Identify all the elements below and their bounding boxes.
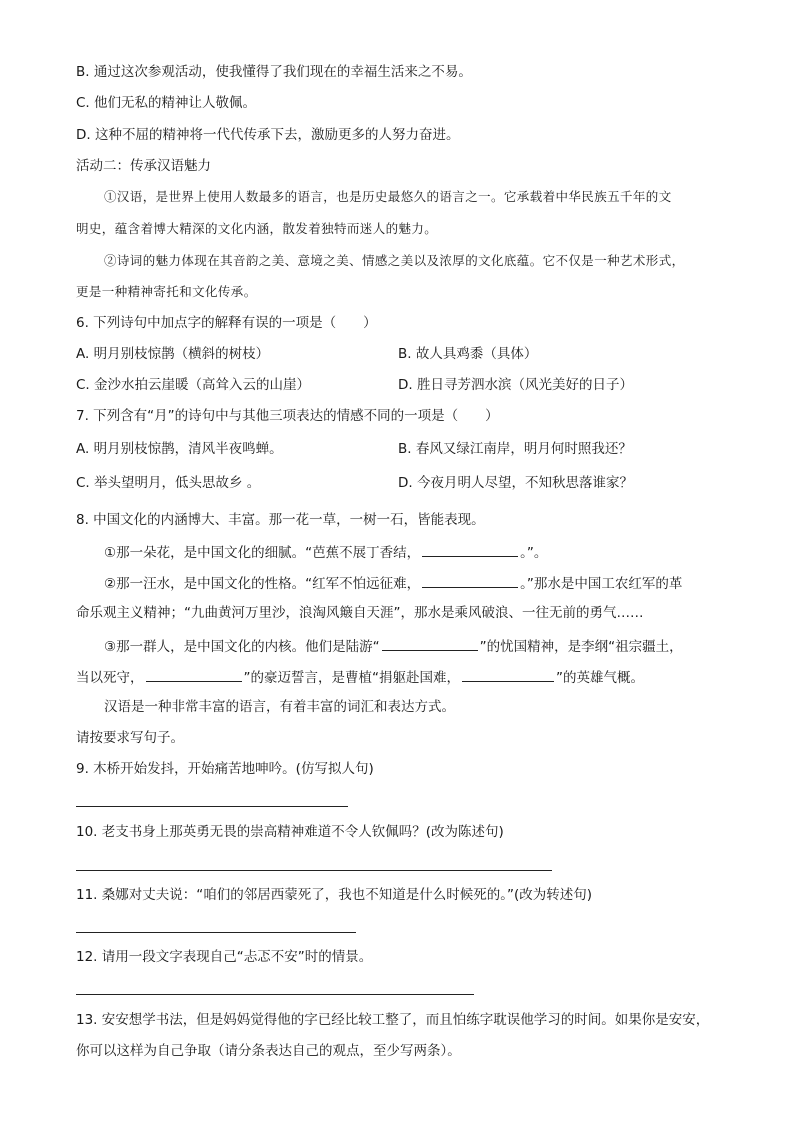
q8-stem: 8. 中国文化的内涵博大、丰富。那一花一草，一树一石，皆能表现。	[76, 512, 485, 528]
q12-stem: 12. 请用一段文字表现自己“忐忑不安”时的情景。	[76, 949, 373, 965]
q8-sentence2-line2: 命乐观主义精神；“九曲黄河万里沙，浪淘风簸自天涯”，那水是乘风破浪、一往无前的勇气……	[76, 605, 644, 621]
q7-option-c: C. 举头望明月，低头思故乡 。	[76, 475, 261, 491]
q6-stem: 6. 下列诗句中加点字的解释有误的一项是（ ）	[76, 315, 377, 331]
q7-stem: 7. 下列含有“月”的诗句中与其他三项表达的情感不同的一项是（ ）	[76, 408, 499, 424]
q8-blank-5[interactable]	[462, 667, 554, 682]
q8-sentence2-end: 。”那水是中国工农红军的革	[520, 576, 683, 592]
activity2-paragraph1-line2: 明史，蕴含着博大精深的文化内涵，散发着独特而迷人的魅力。	[76, 221, 438, 236]
q13-line1: 13. 安安想学书法，但是妈妈觉得他的字已经比较工整了，而且怕练字耽误他学习的时间。如果你是安安，	[76, 1012, 710, 1028]
activity2-paragraph1-line1: ①汉语，是世界上使用人数最多的语言，也是历史最悠久的语言之一。它承载着中华民族五千年的文	[104, 189, 672, 204]
q7-option-d: D. 今夜月明人尽望，不知秋思落谁家？	[398, 475, 633, 491]
activity2-title: 活动二：传承汉语魅力	[76, 158, 211, 174]
intro-line2: 请按要求写句子。	[76, 730, 184, 746]
q5-option-d: D. 这种不屈的精神将一代代传承下去，激励更多的人努力奋进。	[76, 127, 460, 143]
q6-option-c: C. 金沙水拍云崖暖（高耸入云的山崖）	[76, 377, 311, 393]
q11-stem: 11. 桑娜对丈夫说：“咱们的邻居西蒙死了，我也不知道是什么时候死的。”(改为转述句)	[76, 887, 593, 903]
q8-blank-4[interactable]	[146, 667, 242, 682]
q6-option-d: D. 胜日寻芳泗水滨（风光美好的日子）	[398, 377, 633, 393]
q9-stem: 9. 木桥开始发抖，开始痛苦地呻吟。(仿写拟人句)	[76, 761, 374, 777]
q10-stem: 10. 老支书身上那英勇无畏的崇高精神难道不令人钦佩吗？(改为陈述句)	[76, 824, 504, 840]
q8-blank-1[interactable]	[422, 542, 518, 557]
q8-sentence3-line2-end: ”的英雄气概。	[556, 670, 644, 686]
q8-sentence3-line2-mid: ”的豪迈誓言，是曹植“捐躯赴国难，	[243, 670, 460, 686]
q7-option-a: A. 明月别枝惊鹊，清风半夜鸣蝉。	[76, 441, 283, 457]
q8-sentence3-line2	[76, 667, 644, 687]
q5-option-b: B. 通过这次参观活动，使我懂得了我们现在的幸福生活来之不易。	[76, 64, 472, 80]
q8-sentence1-end: 。”。	[520, 545, 548, 561]
q8-sentence3-start: ③那一群人，是中国文化的内核。他们是陆游“	[104, 639, 380, 655]
q10-answer-line[interactable]	[76, 870, 552, 871]
q8-sentence3-end: ”的忧国精神，是李纲“祖宗疆土，	[479, 639, 683, 655]
q8-sentence2-start: ②那一汪水，是中国文化的性格。“红军不怕远征难，	[104, 576, 421, 592]
q5-option-c: C. 他们无私的精神让人敬佩。	[76, 95, 257, 111]
q13-line2: 你可以这样为自己争取（请分条表达自己的观点，至少写两条）。	[76, 1043, 461, 1059]
q7-option-b: B. 春风又绿江南岸，明月何时照我还？	[398, 441, 632, 457]
q8-sentence3	[104, 636, 683, 656]
q8-sentence3-line2-start: 当以死守，	[76, 670, 144, 686]
q12-answer-line[interactable]	[76, 994, 474, 995]
activity2-paragraph2-line2: 更是一种精神寄托和文化传承。	[76, 284, 257, 299]
q8-sentence2	[104, 573, 682, 593]
q9-answer-line[interactable]	[76, 806, 348, 807]
q8-blank-2[interactable]	[422, 573, 518, 588]
q6-option-a: A. 明月别枝惊鹊（横斜的树枝）	[76, 346, 270, 362]
activity2-paragraph2-line1: ②诗词的魅力体现在其音韵之美、意境之美、情感之美以及浓厚的文化底蕴。它不仅是一种艺术形式，	[104, 253, 685, 268]
q8-sentence1-start: ①那一朵花，是中国文化的细腻。“芭蕉不展丁香结，	[104, 545, 421, 561]
intro-line1: 汉语是一种非常丰富的语言，有着丰富的词汇和表达方式。	[104, 699, 455, 715]
q11-answer-line[interactable]	[76, 932, 356, 933]
q6-option-b: B. 故人具鸡黍（具体）	[398, 346, 538, 362]
q8-blank-3[interactable]	[382, 636, 478, 651]
q8-sentence1	[104, 542, 547, 562]
